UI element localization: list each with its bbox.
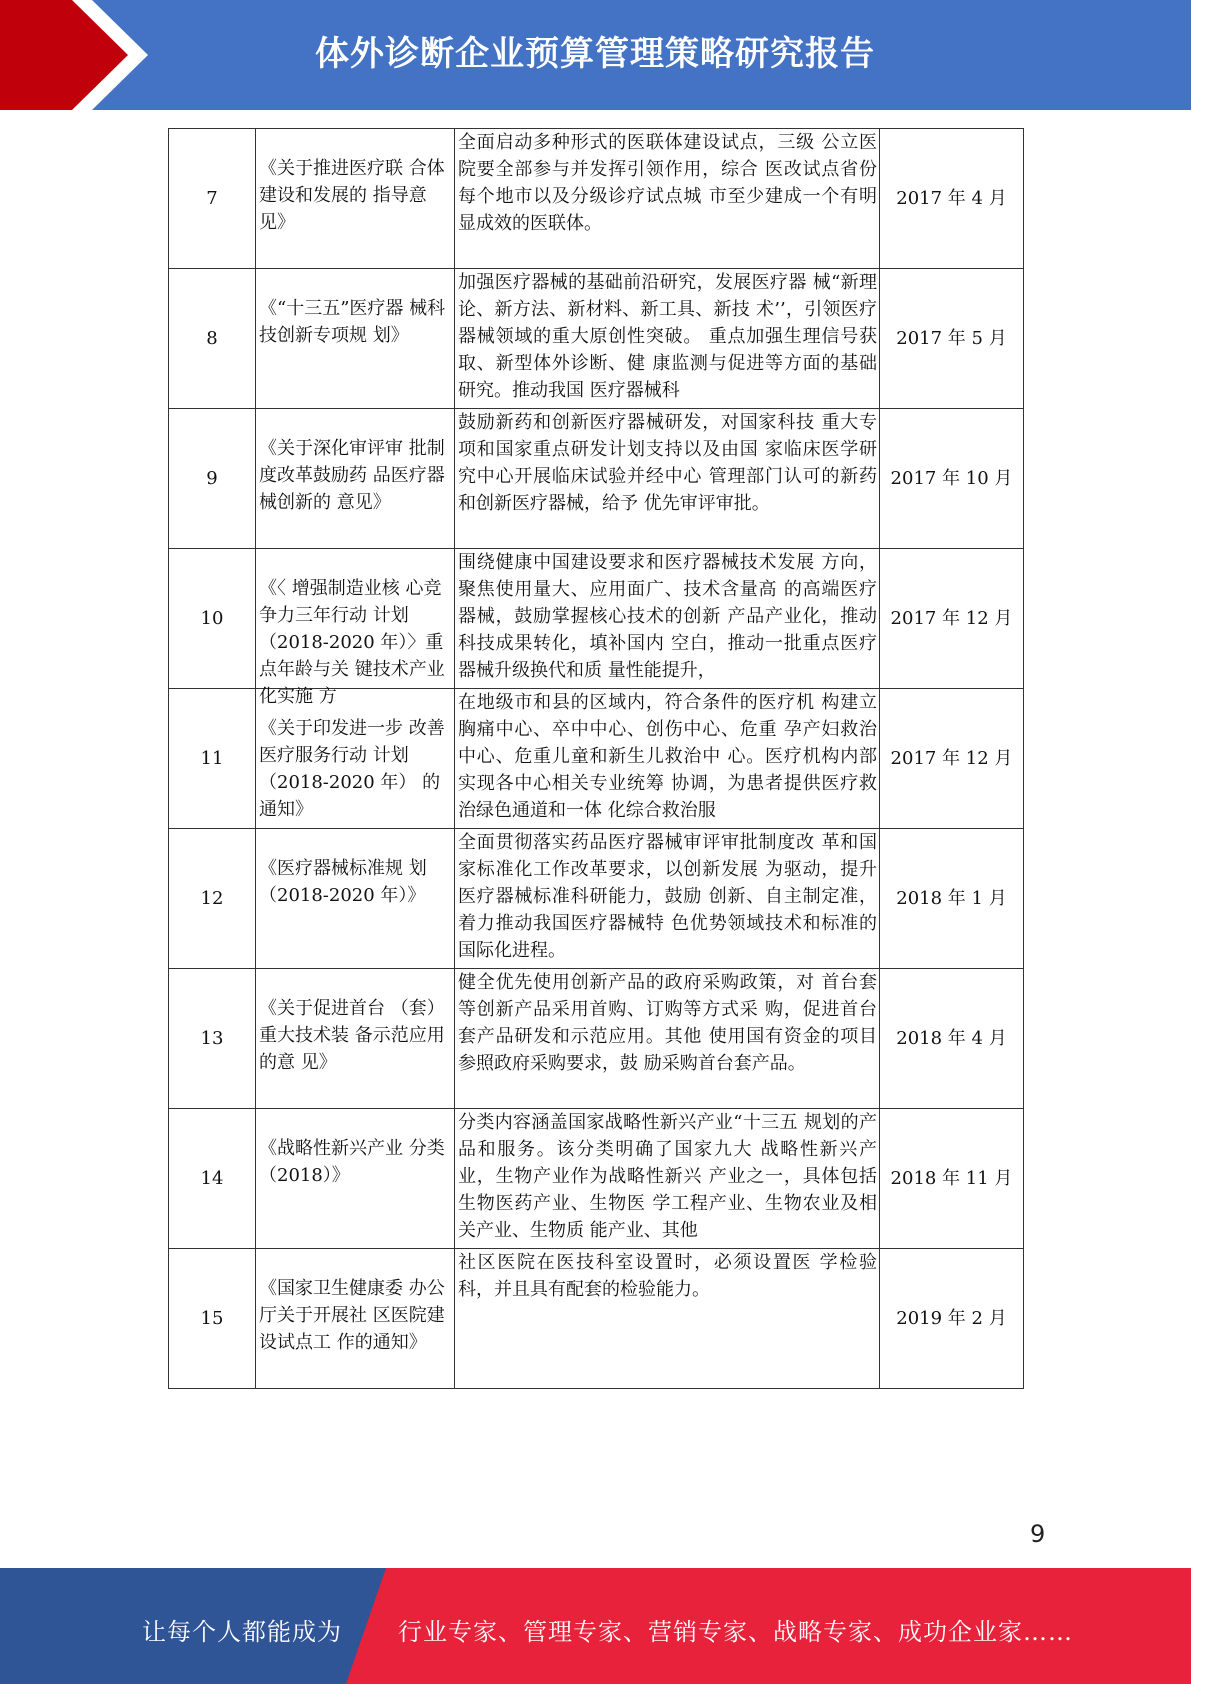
- policy-name: 《关于促进首台 （套）重大技术装 备示范应用的意 见》: [259, 998, 445, 1073]
- policy-name: 《关于推进医疗联 合体建设和发展的 指导意见》: [259, 158, 445, 233]
- policy-date: 2017 年 5 月: [880, 269, 1024, 409]
- policy-name: 《国家卫生健康委 办公厅关于开展社 区医院建设试点工 作的通知》: [259, 1278, 445, 1353]
- policy-name: 《战略性新兴产业 分类（2018）》: [259, 1138, 445, 1186]
- policy-description: 加强医疗器械的基础前沿研究，发展医疗器 械“新理论、新方法、新材料、新工具、新技 术’’，引领医疗器械领域的重大原创性突破。 重点加强生理信号获取、新型体外诊断、健 康监测与促进等方面的基础研究。推动我国 医疗器械科: [458, 272, 877, 401]
- table-row: [169, 969, 1024, 1109]
- policy-name: 《“十三五”医疗器 械科技创新专项规 划》: [259, 298, 446, 346]
- policy-description: 围绕健康中国建设要求和医疗器械技术发展 方向，聚焦使用量大、应用面广、技术含量高 的高端医疗器械，鼓励掌握核心技术的创新 产品产业化，推动科技成果转化，填补国内 空白，推动一批重点医疗器械升级换代和质 量性能提升，: [458, 552, 877, 681]
- policy-table: [168, 128, 1024, 1389]
- table-row: [169, 1249, 1024, 1389]
- policy-date: 2018 年 4 月: [880, 969, 1024, 1109]
- row-number: 13: [169, 969, 256, 1109]
- document-title: 体外诊断企业预算管理策略研究报告: [315, 34, 875, 74]
- policy-description: 分类内容涵盖国家战略性新兴产业“十三五 规划的产品和服务。该分类明确了国家九大 战略性新兴产业，生物产业作为战略性新兴 产业之一，具体包括生物医药产业、生物医 学工程产业、生物农业及相关产业、生物质 能产业、其他: [458, 1112, 877, 1241]
- policy-description: 健全优先使用创新产品的政府采购政策，对 首台套等创新产品采用首购、订购等方式采 购，促进首台套产品研发和示范应用。其他 使用国有资金的项目参照政府采购要求，鼓 励采购首台套产品。: [458, 972, 877, 1074]
- policy-description: 全面贯彻落实药品医疗器械审评审批制度改 革和国家标准化工作改革要求，以创新发展 为驱动，提升医疗器械标准科研能力，鼓励 创新、自主制定准，着力推动我国医疗器械特 色优势领域技术和标准的国际化进程。: [458, 832, 877, 961]
- policy-name: 《〈 增强制造业核 心竞争力三年行动 计划 （2018-2020 年）〉重点年龄与关 键技术产业化实施 方: [259, 578, 445, 707]
- row-number: 8: [169, 269, 256, 409]
- policy-date: 2018 年 1 月: [880, 829, 1024, 969]
- row-number: 12: [169, 829, 256, 969]
- table-row: [169, 269, 1024, 409]
- policy-date: 2018 年 11 月: [880, 1109, 1024, 1249]
- page-number: 9: [1030, 1520, 1046, 1548]
- policy-description: 在地级市和县的区域内，符合条件的医疗机 构建立胸痛中心、卒中中心、创伤中心、危重 孕产妇救治中心、危重儿童和新生儿救治中 心。医疗机构内部实现各中心相关专业统筹 协调，为患者提供医疗救治绿色通道和一体 化综合救治服: [458, 692, 877, 821]
- table-row: [169, 1109, 1024, 1249]
- policy-date: 2017 年 12 月: [880, 549, 1024, 689]
- table-row: [169, 829, 1024, 969]
- policy-description: 鼓励新药和创新医疗器械研发，对国家科技 重大专项和国家重点研发计划支持以及由国 家临床医学研究中心开展临床试验并经中心 管理部门认可的新药和创新医疗器械，给予 优先审评审批。: [458, 412, 877, 514]
- table-row: [169, 409, 1024, 549]
- policy-date: 2017 年 4 月: [880, 129, 1024, 269]
- footer-slogan-left: 让每个人都能成为: [142, 1618, 342, 1646]
- row-number: 15: [169, 1249, 256, 1389]
- table-row: [169, 549, 1024, 689]
- row-number: 10: [169, 549, 256, 689]
- footer-slogan-right: 行业专家、管理专家、营销专家、战略专家、成功企业家……: [398, 1618, 1073, 1646]
- policy-date: 2017 年 12 月: [880, 689, 1024, 829]
- policy-name: 《关于深化审评审 批制度改革鼓励药 品医疗器械创新的 意见》: [259, 438, 445, 513]
- policy-name: 《医疗器械标准规 划（2018-2020 年）》: [259, 858, 427, 906]
- row-number: 11: [169, 689, 256, 829]
- page-footer: [0, 1568, 1191, 1684]
- policy-date: 2019 年 2 月: [880, 1249, 1024, 1389]
- policy-description: 社区医院在医技科室设置时，必须设置医 学检验科，并且具有配套的检验能力。: [458, 1252, 877, 1300]
- row-number: 7: [169, 129, 256, 269]
- page-header: [0, 0, 1191, 110]
- row-number: 14: [169, 1109, 256, 1249]
- policy-date: 2017 年 10 月: [880, 409, 1024, 549]
- row-number: 9: [169, 409, 256, 549]
- table-row: [169, 129, 1024, 269]
- policy-name: 《关于印发进一步 改善医疗服务行动 计划（2018-2020 年） 的通知》: [259, 718, 445, 820]
- policy-description: 全面启动多种形式的医联体建设试点，三级 公立医院要全部参与并发挥引领作用，综合 医改试点省份每个地市以及分级诊疗试点城 市至少建成一个有明显成效的医联体。: [458, 132, 877, 234]
